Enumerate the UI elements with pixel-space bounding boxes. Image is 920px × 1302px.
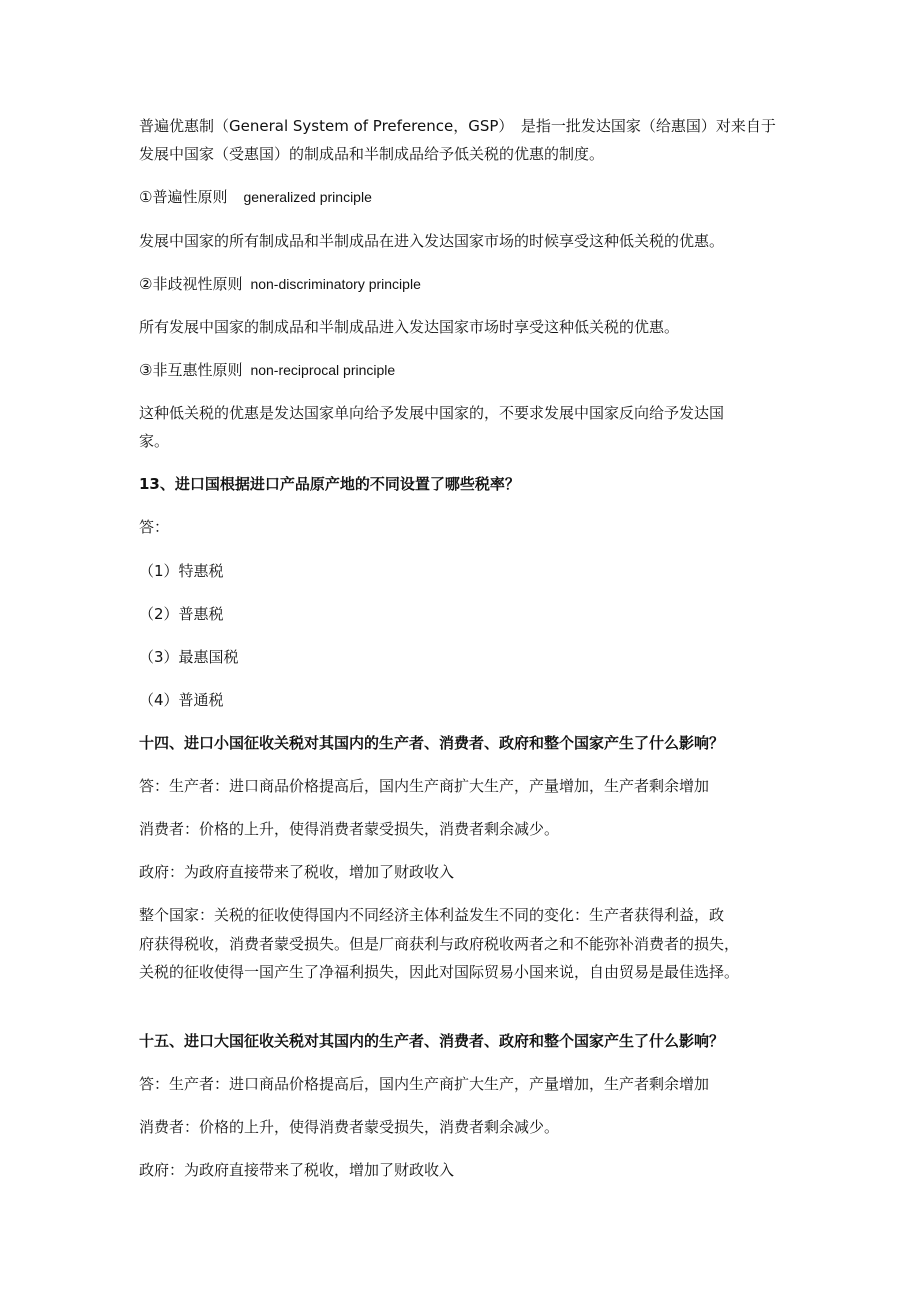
question-14-producer: 答：生产者：进口商品价格提高后，国内生产商扩大生产，产量增加，生产者剩余增加 [139, 777, 710, 795]
question-14-government: 政府：为政府直接带来了税收，增加了财政收入 [139, 863, 455, 881]
question-13-answer-label: 答： [139, 518, 170, 536]
question-14-country-line-2: 府获得税收，消费者蒙受损失。但是厂商获利与政府税收两者之和不能弥补消费者的损失， [139, 935, 740, 953]
question-14-heading: 十四、进口小国征收关税对其国内的生产者、消费者、政府和整个国家产生了什么影响？ [139, 734, 725, 752]
question-13-item: （4）普通税 [139, 691, 224, 709]
question-15-government: 政府：为政府直接带来了税收，增加了财政收入 [139, 1161, 455, 1179]
principle-1-heading [139, 183, 789, 211]
question-13-item: （3）最惠国税 [139, 648, 239, 666]
question-14-country-line-1: 整个国家：关税的征收使得国内不同经济主体利益发生不同的变化：生产者获得利益，政 [139, 906, 725, 924]
principle-2-english: non-discriminatory principle [250, 276, 421, 292]
principle-1-description: 发展中国家的所有制成品和半制成品在进入发达国家市场的时候享受这种低关税的优惠。 [139, 232, 725, 250]
principle-3-description-line-1: 这种低关税的优惠是发达国家单向给予发展中国家的，不要求发展中国家反向给予发达国 [139, 404, 725, 422]
gsp-definition-line-1: 普遍优惠制（General System of Preference，GSP） 是指一批发达国家（给惠国）对来自于 [139, 117, 776, 135]
principle-3-description-line-2: 家。 [139, 432, 170, 450]
principle-3-heading [139, 356, 789, 384]
principle-3-english: non-reciprocal principle [250, 362, 396, 378]
question-13-item: （2）普惠税 [139, 605, 224, 623]
gsp-definition-line-2: 发展中国家（受惠国）的制成品和半制成品给予低关税的优惠的制度。 [139, 145, 605, 163]
question-13-heading: 13、进口国根据进口产品原产地的不同设置了哪些税率？ [139, 475, 520, 493]
principle-2-heading [139, 270, 789, 298]
question-14-country-line-3: 关税的征收使得一国产生了净福利损失，因此对国际贸易小国来说，自由贸易是最佳选择。 [139, 963, 740, 981]
principle-2-description: 所有发展中国家的制成品和半制成品进入发达国家市场时享受这种低关税的优惠。 [139, 318, 680, 336]
question-13-item: （1）特惠税 [139, 562, 224, 580]
principle-2-title: ②非歧视性原则 [139, 275, 243, 293]
principle-1-title: ①普遍性原则 [139, 188, 228, 206]
question-15-producer: 答：生产者：进口商品价格提高后，国内生产商扩大生产，产量增加，生产者剩余增加 [139, 1075, 710, 1093]
principle-3-title: ③非互惠性原则 [139, 361, 243, 379]
question-15-consumer: 消费者：价格的上升，使得消费者蒙受损失，消费者剩余减少。 [139, 1118, 560, 1136]
principle-1-english: generalized principle [243, 189, 372, 205]
question-14-consumer: 消费者：价格的上升，使得消费者蒙受损失，消费者剩余减少。 [139, 820, 560, 838]
question-15-heading: 十五、进口大国征收关税对其国内的生产者、消费者、政府和整个国家产生了什么影响？ [139, 1032, 725, 1050]
